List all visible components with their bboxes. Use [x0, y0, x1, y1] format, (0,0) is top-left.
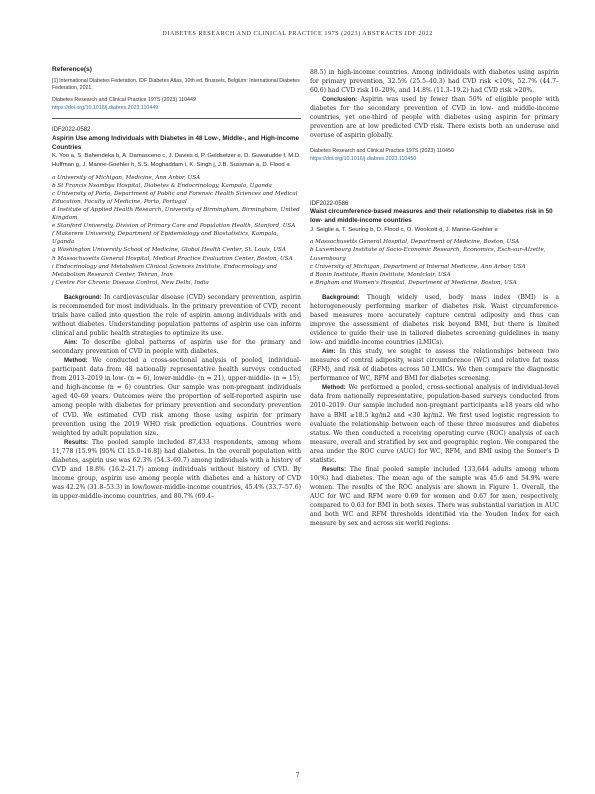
- journal-citation: Diabetes Research and Clinical Practice 197S (2023) 110449: [52, 97, 196, 104]
- results-paragraph: [52, 438, 301, 501]
- affiliation: j Centre For Chronic Disease Control, New Delhi, India: [52, 279, 209, 286]
- results-paragraph: [310, 465, 559, 528]
- author-list: J. Seiglie a, T. Seuring b, D. Flood c, O. Woolcott d, J. Manne-Goehler e: [310, 226, 498, 233]
- doi-link[interactable]: https://doi.org/10.1016/j.diabres.2023.110450: [310, 155, 417, 162]
- affiliation: d Ronin Institute, Ronin Institute, Montclair, USA: [310, 271, 451, 278]
- affiliation: d Institute of Applied Health Research, University of Birmingham, Birmingham, United Kingdom: [52, 206, 300, 222]
- aim-paragraph: [310, 347, 559, 383]
- background-label: Background:: [322, 293, 360, 301]
- affiliation: a University of Michigan, Medicine, Ann Arbor, USA: [52, 174, 201, 181]
- results-label: Results:: [322, 465, 347, 473]
- method-paragraph: [52, 356, 301, 437]
- author-list: K. Yoo a, S. Bahendeka b, A. Damasceno c, J. Davies d, P. Geldsetzer e, D. Guwatudde f, M.D. Huffman g, J. Manne-Goehler h, S.S. Moghaddam i, K. Singh j, J.B. Sussman a, D. Flood a: [52, 153, 301, 169]
- left-column: [52, 65, 301, 501]
- journal-citation: Diabetes Research and Clinical Practice 197S (2023) 110450: [310, 148, 454, 155]
- background-paragraph: [310, 293, 559, 347]
- background-paragraph: [52, 293, 301, 338]
- results-text: The pooled sample included 87,433 respondents, among whom 11,778 (15.9% [95% CI 15.0–16.8]) had diabetes. In the overall population with diabetes, aspirin use was 62.3% (54.3–69.7) among individuals with a history of CVD and 18.8% (16.2–21.7) among individuals without history of CVD. By income group, aspirin use among people with diabetes and a history of CVD was 42.2% (31.8–53.3) in low/lower-middle-income countries, 45.4% (33.7–57.6) in upper-middle-income countries, and 80.7% (69.4–: [52, 438, 302, 500]
- references-heading: Reference(s): [52, 66, 92, 73]
- method-label: Method:: [64, 357, 88, 365]
- method-label: Method:: [322, 384, 346, 392]
- conclusion-paragraph: [310, 95, 559, 140]
- method-paragraph: [310, 383, 559, 464]
- affiliation: i Endocrinology and Metabolism Clinical Sciences Institute, Endocrinology and Metabolism Research Center, Tehran, Iran: [52, 263, 277, 278]
- affiliation: e Stanford University, Division of Primary Care and Population Health, Stanford, USA: [52, 223, 296, 230]
- aim-text: To describe global patterns of aspirin use for the primary and secondary prevention of CVD in people with diabetes.: [52, 339, 301, 356]
- affiliation: b St Francis Nsambya Hospital, Diabetes & Endocrinology, Kampala, Uganda: [52, 182, 272, 189]
- aim-label: Aim:: [322, 348, 336, 356]
- abstract-title: Aspirin Use among Individuals with Diabetes in 48 Low-, Middle-, and High-income Countries: [52, 134, 300, 151]
- results-label: Results:: [64, 438, 89, 446]
- aim-label: Aim:: [64, 339, 78, 347]
- affiliation: g Washington University School of Medicine, Global Health Center, St. Louis, USA: [52, 247, 286, 254]
- running-head: DIABETES RESEARCH AND CLINICAL PRACTICE 197S (2023) ABSTRACTS IDF 2022: [162, 30, 433, 37]
- abstract-title: Waist circumference-based measures and their relationship to diabetes risk in 50 low- and middle-income countries: [310, 208, 553, 224]
- reference-item: [1] International Diabetes Federation. IDF Diabetes Atlas, 10th ed. Brussels, Belgium: International Diabetes Federation, 2021.: [52, 78, 300, 92]
- affiliation-list: [52, 174, 301, 287]
- affiliation: e Brigham and Women's Hospital, Department of Medicine, Boston, USA: [310, 279, 517, 286]
- background-label: Background:: [64, 293, 102, 301]
- aim-paragraph: [52, 338, 301, 356]
- affiliation-list: [310, 238, 559, 287]
- conclusion-text: Aspirin was used by fewer than 50% of eligible people with diabetes for the secondary prevention of CVD in low- and middle-income countries, yet one-third of people with diabetes using aspirin for primary prevention are at low predicted CVD risk. There exists both an underuse and overuse of aspirin globally.: [310, 96, 560, 140]
- affiliation: c University of Michigan, Department of Internal Medicine, Ann Arbor, USA: [310, 263, 526, 270]
- affiliation: c University of Porto, Department of Public and Forensic Health Sciences and Medical Education, Faculty of Medicine, Porto, Portugal: [52, 190, 298, 205]
- method-text: We performed a pooled, cross-sectional analysis of individual-level data from nationally representative, population-based surveys conducted from 2010–2019. Our sample included non-pregnant participants ≥18 years old who have a BMI ≥18.5 kg/m2 and <30 kg/m2. We first used logistic regression to evaluate the relationship between each of these three measures and diabetes status. We then conducted a receiving operating curve (ROC) analysis of each measure, overall and stratified by sex and geographic region. We compared the area under the ROC curve (AUC) for WC, RFM, and BMI using the Somer's D statistic.: [310, 384, 559, 464]
- background-text: In cardiovascular disease (CVD) secondary prevention, aspirin is recommended for most individuals. In the primary prevention of CVD, recent trials have called into question the role of aspirin among individuals with and without diabetes. Understanding population patterns of aspirin use can inform clinical and public health strategies to optimize its use.: [52, 293, 302, 338]
- conclusion-label: Conclusion:: [322, 96, 358, 104]
- abstract-id: IDF2022-0582: [52, 127, 91, 134]
- results-continued: 88.5) in high-income countries. Among individuals with diabetes using aspirin for primary prevention, 32.5% (25.5–40.3) had CVD risk <10%, 52.7% (44.7–60.6) had CVD risk 10–20%, and 14.8% (11.3–19.2) had CVD risk >20%.: [310, 69, 559, 95]
- affiliation: a Massachusetts General Hospital, Department of Medicine, Boston, USA: [310, 239, 520, 246]
- page-number: 7: [295, 772, 300, 779]
- abstract-id: IDF2022-0586: [310, 200, 349, 207]
- results-text: The final pooled sample included 133,644 adults among whom 10(%) had diabetes. The mean age of the sample was 45.6 and 54.9% were women. The results of the ROC analysis are shown in Figure 1. Overall, the AUC for WC and RFM were 0.69 for women and 0.67 for men, respectively, compared to 0.63 for BMI in both sexes. There was substantial variation in AUC and both WC and RFM thresholds identified via the Youden Index for each measure by sex and across six world regions.: [310, 465, 559, 528]
- right-column: [310, 68, 559, 528]
- affiliation: b Luxembourg Institute of Socio-Economic Research, Economics, Esch-sur-Alzette, Luxembourg: [310, 247, 546, 262]
- doi-link[interactable]: https://doi.org/10.1016/j.diabres.2023.110449: [52, 104, 159, 111]
- section-divider: [52, 118, 301, 119]
- aim-text: In this study, we sought to assess the relationships between two measures of central adiposity, waist circumference (WC) and relative fat mass (RFM), and risk of diabetes across 50 LMICs. We then compare the diagnostic performance of WC, RFM and BMI for diabetes screening.: [310, 348, 559, 383]
- affiliation: f Makerere University, Department of Epidemiology and Biostatistics, Kampala, Uganda: [52, 231, 279, 246]
- affiliation: h Massachusetts General Hospital, Medical Practice Evaluation Center, Boston, USA: [52, 255, 293, 262]
- background-text: Though widely used, body mass index (BMI) is a heterogeneously performing marker of diabetes risk. Waist circumference-based measures more accurately capture central adiposity and thus can improve the assessment of diabetes risk beyond BMI, but there is limited evidence to guide their use in tailored diabetes screening guidelines in many low- and middle-income countries (LMICs).: [310, 293, 560, 347]
- method-text: We conducted a cross-sectional analysis of pooled, individual-participant data from 48 nationally representative health surveys conducted from 2013–2019 in low- (n = 6), lower-middle- (n = 21), upper-middle- (n = 15), and high-income (n = 6) countries. Our sample was non-pregnant individuals aged 40–69 years. Outcomes were the proportion of self-reported aspirin use among people with diabetes for primary prevention and secondary prevention of CVD. We estimated CVD risk among those using aspirin for primary prevention using the 2019 WHO risk prediction equations. Countries were weighted by adult population size.: [52, 357, 302, 437]
